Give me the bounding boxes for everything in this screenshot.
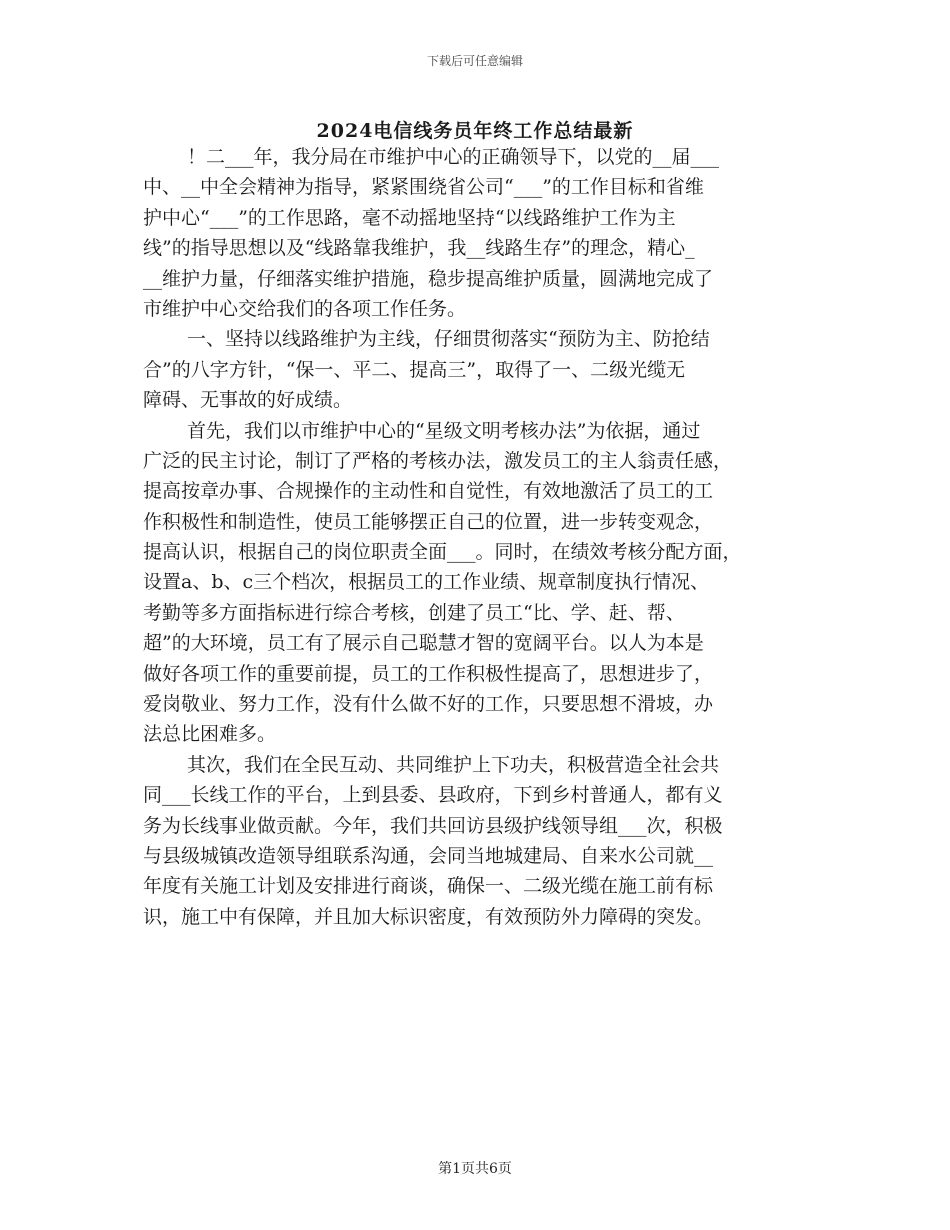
text-line: 提高按章办事、合规操作的主动性和自觉性，有效地激活了员工的工 bbox=[143, 480, 714, 503]
text-line: 与县级城镇改造领导组联系沟通，会同当地城建局、自来水公司就__ bbox=[143, 844, 714, 867]
text-line: 线”的指导思想以及“线路靠我维护，我__线路生存”的理念，精心_ bbox=[143, 237, 695, 260]
text-line: __维护力量，仔细落实维护措施，稳步提高维护质量，圆满地完成了 bbox=[143, 267, 714, 290]
text-line: 设置a、b、c三个档次，根据员工的工作业绩、规章制度执行情况、 bbox=[143, 571, 710, 594]
text-line: 提高认识，根据自己的岗位职责全面___。同时，在绩效考核分配方面， bbox=[143, 541, 742, 564]
text-line: 市维护中心交给我们的各项工作任务。 bbox=[143, 297, 467, 320]
document-title: 2024电信线务员年终工作总结最新 bbox=[316, 120, 634, 142]
header-note: 下载后可任意编辑 bbox=[426, 54, 523, 68]
text-line: 护中心“___”的工作思路，毫不动摇地坚持“以线路维护工作为主 bbox=[143, 206, 676, 229]
text-line: 做好各项工作的重要前提，员工的工作积极性提高了，思想进步了， bbox=[143, 662, 714, 685]
text-line: 法总比困难多。 bbox=[143, 723, 277, 746]
text-line: 一、坚持以线路维护为主线，仔细贯彻落实“预防为主、防抢结 bbox=[187, 328, 710, 351]
text-line: 爱岗敬业、努力工作，没有什么做不好的工作，只要思想不滑坡，办 bbox=[143, 693, 714, 716]
text-line: ！二___年，我分局在市维护中心的正确领导下，以党的__届___ bbox=[187, 146, 720, 168]
text-line: 同___长线工作的平台，上到县委、县政府，下到乡村普通人，都有义 bbox=[143, 784, 723, 807]
text-line: 障碍、无事故的好成绩。 bbox=[143, 389, 353, 412]
text-line: 广泛的民主讨论，制订了严格的考核办法，激发员工的主人翁责任感， bbox=[143, 449, 733, 472]
text-line: 中、__中全会精神为指导，紧紧围绕省公司“___”的工作目标和省维 bbox=[143, 176, 704, 199]
text-line: 考勤等多方面指标进行综合考核，创建了员工“比、学、赶、帮、 bbox=[143, 601, 685, 624]
text-line: 识，施工中有保障，并且加大标识密度，有效预防外力障碍的突发。 bbox=[143, 905, 714, 928]
text-line: 合”的八字方针，“保一、平二、提高三”，取得了一、二级光缆无 bbox=[143, 358, 686, 381]
text-line: 作积极性和制造性，使员工能够摆正自己的位置，进一步转变观念， bbox=[143, 510, 714, 533]
text-line: 首先，我们以市维护中心的“星级文明考核办法”为依据，通过 bbox=[187, 419, 701, 442]
text-line: 超”的大环境，员工有了展示自己聪慧才智的宽阔平台。以人为本是 bbox=[143, 632, 704, 655]
text-line: 其次，我们在全民互动、共同维护上下功夫，积极营造全社会共 bbox=[187, 753, 720, 776]
text-line: 务为长线事业做贡献。今年，我们共回访县级护线领导组___次，积极 bbox=[143, 814, 723, 837]
page-footer: 第1页共6页 bbox=[438, 1161, 512, 1177]
text-line: 年度有关施工计划及安排进行商谈，确保一、二级光缆在施工前有标 bbox=[143, 875, 714, 898]
document-body bbox=[143, 142, 833, 932]
